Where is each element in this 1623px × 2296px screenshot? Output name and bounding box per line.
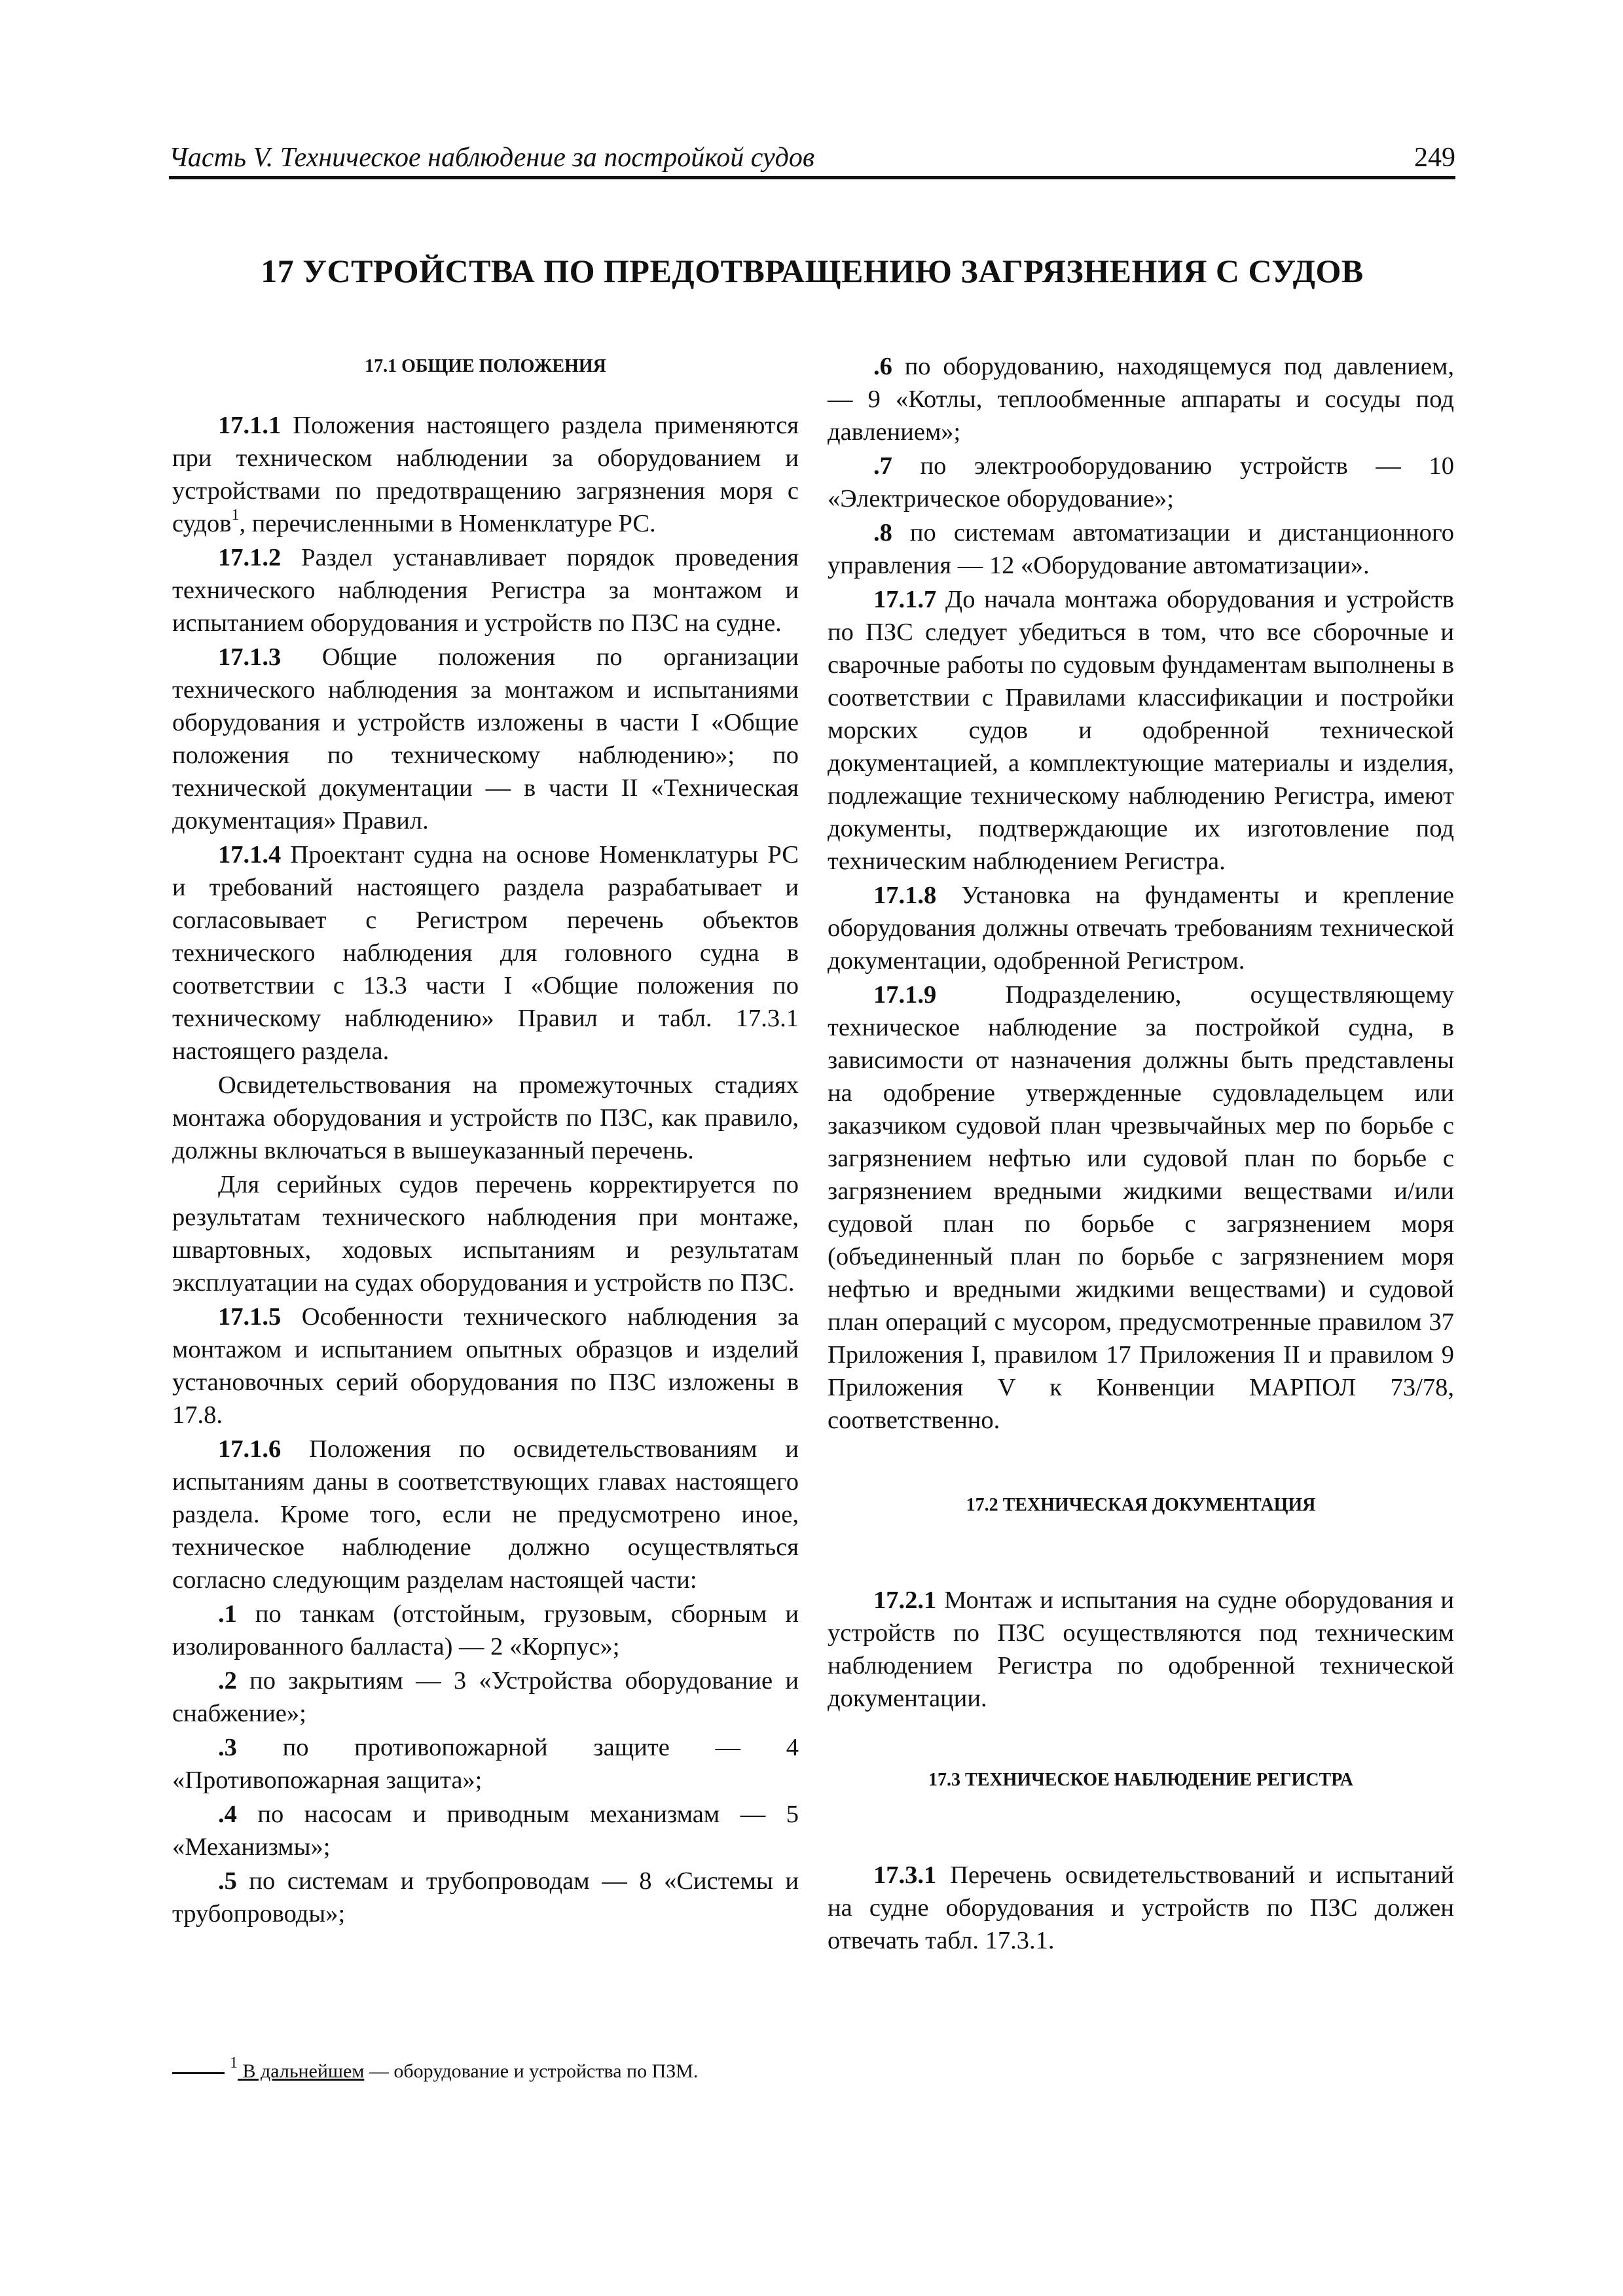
- list-item: .5 по системам и трубопроводам — 8 «Системы и трубопроводы»;: [172, 1867, 799, 1928]
- paragraph-number: 17.1.9: [873, 981, 937, 1009]
- left-column: [172, 353, 799, 1931]
- footnote-text: — оборудование и устройства по ПЗМ.: [364, 2060, 699, 2082]
- footnote-mark: 1: [230, 2054, 238, 2072]
- paragraph-number: 17.1.7: [873, 586, 937, 613]
- paragraph-number: 17.1.4: [218, 841, 282, 869]
- paragraph-number: 17.1.8: [873, 882, 937, 909]
- paragraph-number: 17.3.1: [873, 1861, 937, 1889]
- section-heading-17-2: 17.2 ТЕХНИЧЕСКАЯ ДОКУМЕНТАЦИЯ: [966, 1495, 1316, 1515]
- list-item: .8 по системам автоматизации и дистанционного управления — 12 «Оборудование автоматизации».: [828, 519, 1454, 579]
- paragraph-surveys: Освидетельствования на промежуточных стадиях монтажа оборудования и устройств по ПЗС, как правило, должны включаться в вышеуказанный перечень.: [172, 1071, 799, 1164]
- paragraph-17-3-1: 17.3.1 Перечень освидетельствований и испытаний на судне оборудования и устройств по ПЗС должен отвечать табл. 17.3.1.: [828, 1861, 1454, 1954]
- paragraph-number: 17.1.5: [218, 1303, 282, 1331]
- chapter-title: 17 УСТРОЙСТВА ПО ПРЕДОТВРАЩЕНИЮ ЗАГРЯЗНЕНИЯ С СУДОВ: [261, 253, 1364, 289]
- paragraph-17-1-1: 17.1.1 Положения настоящего раздела применяются при техническом наблюдении за оборудованием и устройствами по предотвращению загрязнения моря с судов$^1$, перечисленными в Номенклатуре РС.: [172, 412, 799, 537]
- list-item: .1 по танкам (отстойным, грузовым, сборным и изолированного балласта) — 2 «Корпус»;: [172, 1600, 799, 1660]
- list-item: .2 по закрытиям — 3 «Устройства оборудование и снабжение»;: [172, 1667, 799, 1727]
- paragraph-17-1-5: 17.1.5 Особенности технического наблюдения за монтажом и испытанием опытных образцов и изделий установочных серий оборудования по ПЗС изложены в 17.8.: [172, 1303, 799, 1429]
- running-title: Часть V. Техническое наблюдение за постройкой судов: [169, 143, 815, 173]
- list-item: .3 по противопожарной защите — 4 «Противопожарная защита»;: [172, 1734, 799, 1794]
- paragraph-17-1-6: 17.1.6 Положения по освидетельствованиям и испытаниям даны в соответствующих главах настоящего раздела. Кроме того, если не предусмотрено иное, техническое наблюдение должно осуществляться согласно следующим разделам настоящей части:: [172, 1435, 799, 1594]
- footnote: [172, 2054, 799, 2085]
- paragraph-number: 17.1.2: [218, 544, 282, 571]
- paragraph-number: 17.2.1: [873, 1587, 937, 1614]
- paragraph-17-2-1: 17.2.1 Монтаж и испытания на судне оборудования и устройств по ПЗС осуществляются под техническим наблюдением Регистра по одобренной технической документации.: [828, 1587, 1454, 1712]
- footnote-rule: [172, 2072, 225, 2074]
- paragraph-serial-ships: Для серийных судов перечень корректируется по результатам технического наблюдения при монтаже, швартовных, ходовых испытаниям и результатам эксплуатации на судах оборудования и устройств по ПЗС.: [172, 1171, 799, 1297]
- right-column: [828, 350, 1454, 1958]
- paragraph-17-1-7: 17.1.7 До начала монтажа оборудования и устройств по ПЗС следует убедиться в том, что все сборочные и сварочные работы по судовым фундаментам выполнены в соответствии с Правилами классификации и постройки морских судов и одобренной технической документацией, а комплектующие материалы и изделия, подлежащие техническому наблюдению Регистра, имеют документы, подтверждающие их изготовление под техническим наблюдением Регистра.: [828, 586, 1454, 875]
- page-number: 249: [1414, 143, 1455, 173]
- paragraph-17-1-4: 17.1.4 Проектант судна на основе Номенклатуры РС и требований настоящего раздела разрабатывает и согласовывает с Регистром перечень объектов технического наблюдения для головного судна в соответствии с 13.3 части I «Общие положения по техническому наблюдению» Правил и табл. 17.3.1 настоящего раздела.: [172, 841, 799, 1065]
- paragraph-17-1-8: 17.1.8 Установка на фундаменты и крепление оборудования должны отвечать требованиям технической документации, одобренной Регистром.: [828, 882, 1454, 975]
- paragraph-number: 17.1.3: [218, 643, 282, 671]
- paragraph-number: 17.1.1: [218, 412, 282, 439]
- paragraph-number: 17.1.6: [218, 1435, 282, 1463]
- list-item: .7 по электрооборудованию устройств — 10 «Электрическое оборудование»;: [828, 452, 1454, 512]
- footnote-lead: В дальнейшем: [238, 2060, 365, 2082]
- header-rule: [169, 176, 1455, 179]
- section-heading-17-3: 17.3 ТЕХНИЧЕСКОЕ НАБЛЮДЕНИЕ РЕГИСТРА: [928, 1770, 1353, 1790]
- list-item: .6 по оборудованию, находящемуся под давлением, — 9 «Котлы, теплообменные аппараты и сосуды под давлением»;: [828, 353, 1454, 446]
- paragraph-17-1-3: 17.1.3 Общие положения по организации технического наблюдения за монтажом и испытаниями оборудования и устройств изложены в части I «Общие положения по техническому наблюдению»; по технической документации — в части II «Техническая документация» Правил.: [172, 643, 799, 834]
- paragraph-17-1-2: 17.1.2 Раздел устанавливает порядок проведения технического наблюдения Регистра за монтажом и испытанием оборудования и устройств по ПЗС на судне.: [172, 544, 799, 637]
- section-heading-17-1: 17.1 ОБЩИЕ ПОЛОЖЕНИЯ: [365, 356, 606, 376]
- running-header: [169, 143, 1455, 173]
- footnote-mark: 1: [231, 507, 240, 524]
- list-item: .4 по насосам и приводным механизмам — 5 «Механизмы»;: [172, 1801, 799, 1861]
- paragraph-17-1-9: 17.1.9 Подразделению, осуществляющему техническое наблюдение за постройкой судна, в зависимости от назначения должны быть представлены на одобрение утвержденные судовладельцем или заказчиком судовой план чрезвычайных мер по борьбе с загрязнением нефтью или судовой план по борьбе с загрязнением вредными жидкими веществами и/или судовой план по борьбе с загрязнением моря (объединенный план по борьбе с загрязнением моря нефтью и вредными жидкими веществами) и судовой план операций с мусором, предусмотренные правилом 37 Приложения I, правилом 17 Приложения II и правилом 9 Приложения V к Конвенции МАРПОЛ 73/78, соответственно.: [828, 981, 1454, 1434]
